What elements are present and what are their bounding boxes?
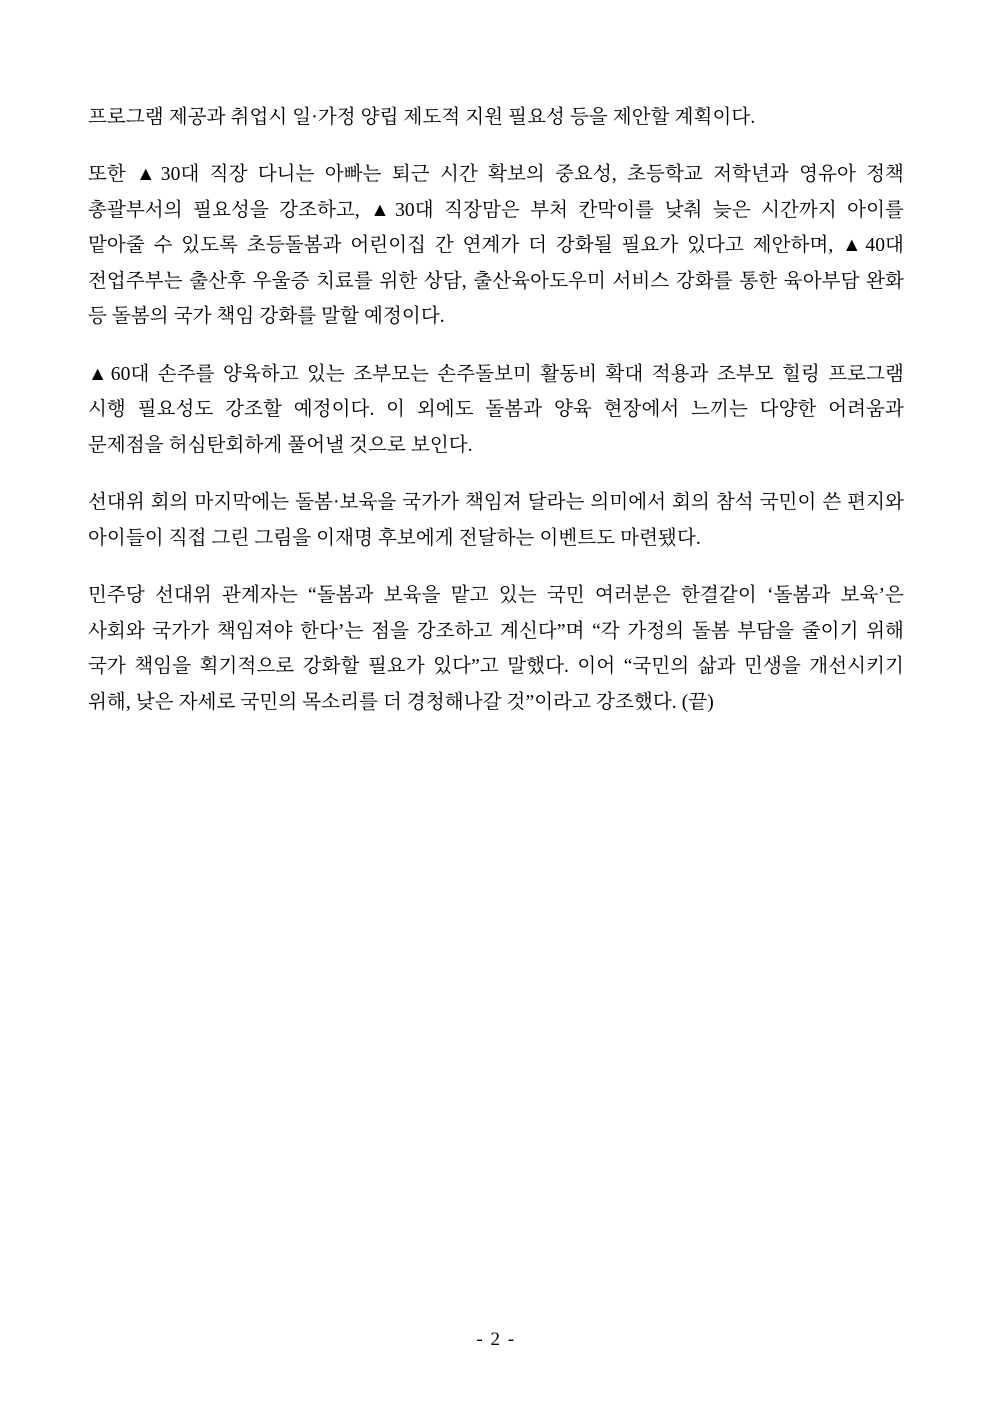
page-number-footer: - 2 - [476, 1329, 516, 1350]
paragraph-1: 프로그램 제공과 취업시 일·가정 양립 제도적 지원 필요성 등을 제안할 계획이다. [88, 107, 756, 128]
paragraph-2: 또한 ▲30대 직장 다니는 아빠는 퇴근 시간 확보의 중요성, 초등학교 저학년과 영유아 정책 총괄부서의 필요성을 강조하고, ▲30대 직장맘은 부처 칸막이를 낮춰 늦은 시간까지 아이를 맡아줄 수 있도록 초등돌봄과 어린이집 간 연계가 더 강화될 필요가 있다고 제안하며, ▲40대 전업주부는 출산후 우울증 치료를 위한 상담, 출산육아도우미 서비스 강화를 통한 육아부담 완화 등 돌봄의 국가 책임 강화를 말할 예정이다. [88, 164, 904, 328]
paragraph-3: ▲60대 손주를 양육하고 있는 조부모는 손주돌보미 활동비 확대 적용과 조부모 힐링 프로그램 시행 필요성도 강조할 예정이다. 이 외에도 돌봄과 양육 현장에서 느끼는 다양한 어려움과 문제점을 허심탄회하게 풀어낼 것으로 보인다. [88, 363, 904, 456]
paragraph-5: 민주당 선대위 관계자는 “돌봄과 보육을 맡고 있는 국민 여러분은 한결같이 ‘돌봄과 보육’은 사회와 국가가 책임져야 한다’는 점을 강조하고 계신다”며 “각 가정의 돌봄 부담을 줄이기 위해 국가 책임을 획기적으로 강화할 필요가 있다”고 말했다. 이어 “국민의 삶과 민생을 개선시키기 위해, 낮은 자세로 국민의 목소리를 더 경청해나갈 것”이라고 강조했다. (끝) [88, 585, 904, 713]
paragraph-4: 선대위 회의 마지막에는 돌봄·보육을 국가가 책임져 달라는 의미에서 회의 참석 국민이 쓴 편지와 아이들이 직접 그린 그림을 이재명 후보에게 전달하는 이벤트도 마련됐다. [88, 492, 904, 549]
document-body [88, 100, 904, 720]
